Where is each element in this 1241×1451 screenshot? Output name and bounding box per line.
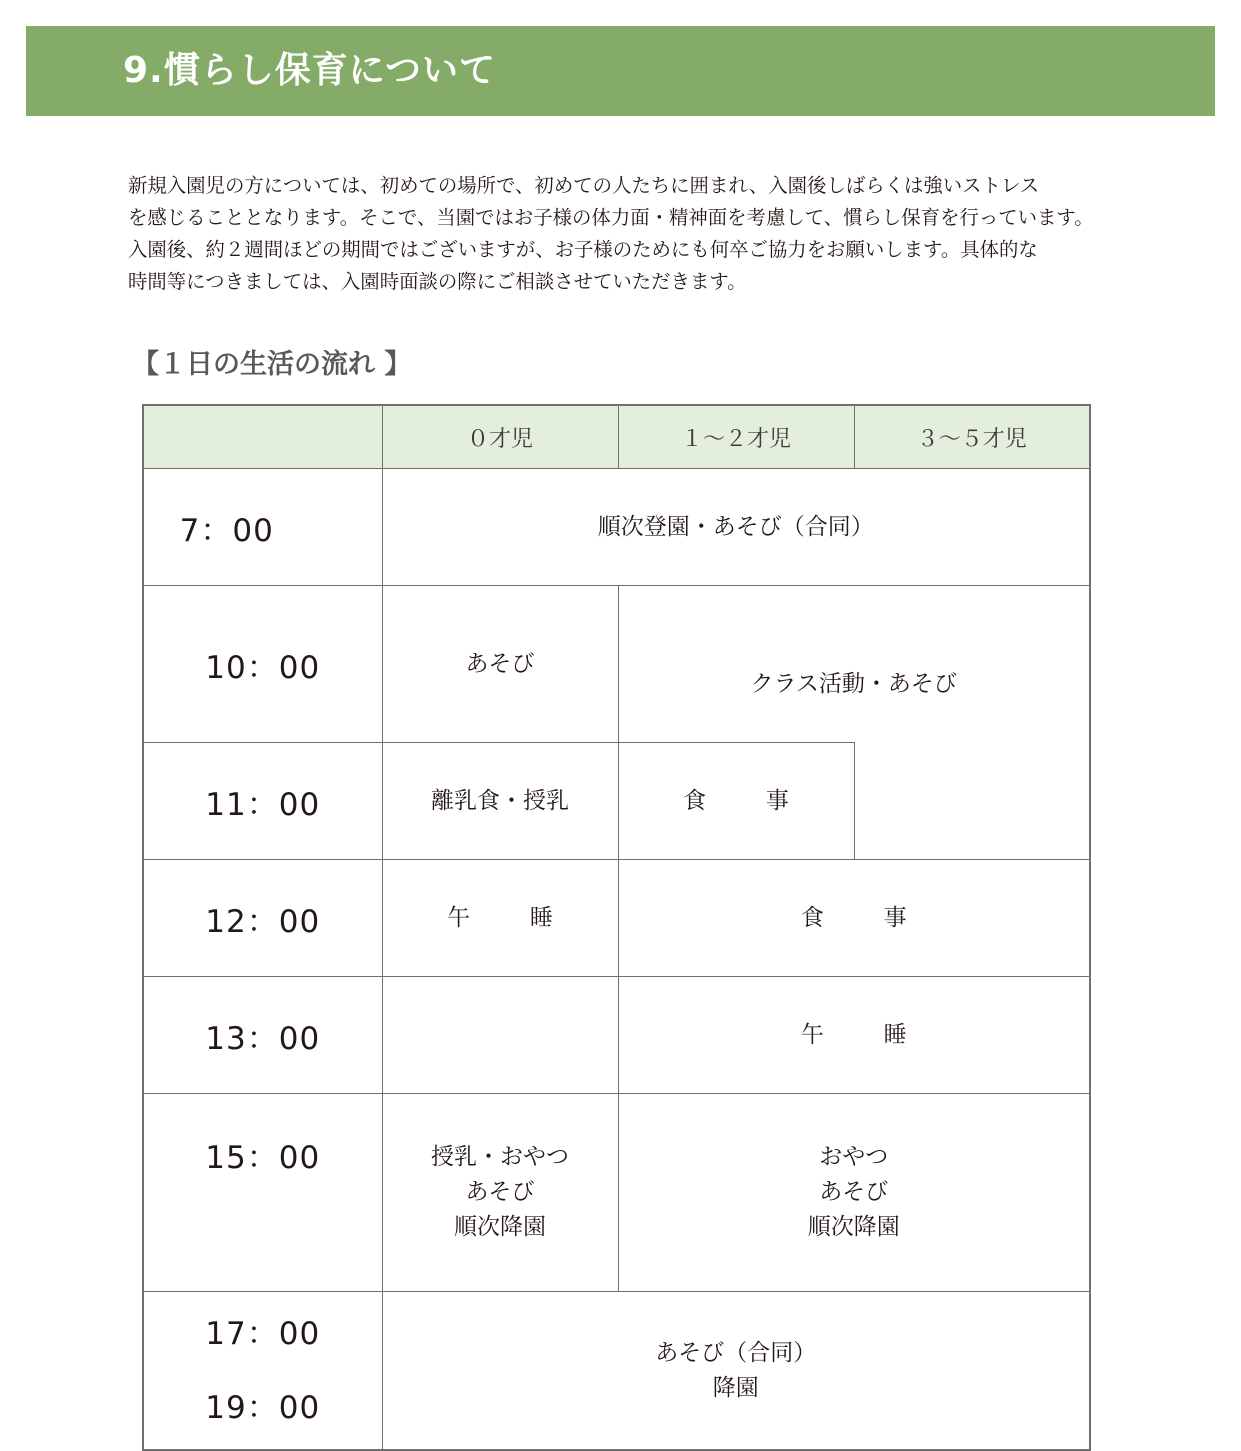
intro-paragraph [128, 170, 1128, 298]
activity-text [383, 901, 618, 936]
time-start: 17：00 [205, 1316, 321, 1352]
activity-cell: 順次登園・あそび（合同） [382, 469, 1090, 586]
activity-line: あそび [819, 1179, 889, 1205]
table-row [143, 743, 1090, 860]
activity-char: 午 [447, 904, 471, 931]
activity-line: 降園 [712, 1374, 759, 1401]
time-cell: 7：00 [143, 469, 382, 586]
activity-char: 食 [683, 787, 707, 814]
activity-char: 午 [800, 1021, 824, 1048]
header-cell-age-1-2: １～２才児 [618, 405, 854, 469]
activity-line: 順次降園 [807, 1214, 900, 1240]
section-title: 9.慣らし保育について [123, 50, 497, 91]
activity-cell-empty [382, 977, 618, 1094]
table-row [143, 586, 1090, 743]
schedule-heading: 【１日の生活の流れ 】 [132, 349, 412, 380]
activity-cell [618, 977, 1090, 1094]
activity-cell: 離乳食・授乳 [382, 743, 618, 860]
activity-char: 事 [883, 904, 907, 931]
header-cell-time [143, 405, 382, 469]
activity-line: あそび [465, 1179, 535, 1205]
activity-cell [618, 1094, 1090, 1292]
activity-cell [382, 1094, 618, 1292]
intro-line: 入園後、約２週間ほどの期間ではございますが、お子様のためにも何卒ご協力をお願いします。具体的な [128, 238, 1038, 261]
activity-cell-empty [854, 743, 1090, 860]
intro-line: 新規入園児の方については、初めての場所で、初めての人たちに囲まれ、入園後しばらくは強いストレス [128, 174, 1040, 197]
activity-char: 睡 [529, 904, 553, 931]
activity-text: クラス活動・あそび [750, 670, 957, 697]
activity-line: 順次降園 [454, 1214, 546, 1240]
table-row [143, 1094, 1090, 1292]
activity-text [619, 901, 1090, 936]
intro-line: を感じることとなります。そこで、当園ではお子様の体力面・精神面を考慮して、慣らし保育を行っています。 [128, 206, 1094, 229]
section-banner [26, 26, 1215, 116]
activity-cell [382, 1292, 1090, 1451]
time-cell [143, 1292, 382, 1451]
activity-line: おやつ [819, 1144, 889, 1170]
table-row [143, 977, 1090, 1094]
activity-text [619, 1018, 1090, 1053]
table-row [143, 860, 1090, 977]
time-cell: 12：00 [143, 860, 382, 977]
activity-char: 睡 [883, 1021, 907, 1048]
activity-text [619, 784, 854, 819]
header-cell-age-0: ０才児 [382, 405, 618, 469]
time-cell: 15：00 [143, 1094, 382, 1292]
activity-char: 事 [765, 787, 789, 814]
activity-char: 食 [800, 904, 824, 931]
activity-cell [618, 586, 1090, 743]
intro-line: 時間等につきましては、入園時面談の際にご相談させていただきます。 [128, 270, 747, 293]
daily-schedule-table [142, 404, 1091, 1451]
time-end: 19：00 [205, 1390, 321, 1426]
activity-line: あそび（合同） [655, 1339, 817, 1366]
activity-line: 授乳・おやつ [431, 1144, 569, 1170]
table-header-row [143, 405, 1090, 469]
table-row [143, 469, 1090, 586]
time-cell: 10：00 [143, 586, 382, 743]
time-cell: 13：00 [143, 977, 382, 1094]
activity-cell [618, 743, 854, 860]
activity-cell [382, 860, 618, 977]
activity-cell [618, 860, 1090, 977]
table-row [143, 1292, 1090, 1451]
activity-cell: あそび [382, 586, 618, 743]
time-cell: 11：00 [143, 743, 382, 860]
header-cell-age-3-5: ３～５才児 [854, 405, 1090, 469]
